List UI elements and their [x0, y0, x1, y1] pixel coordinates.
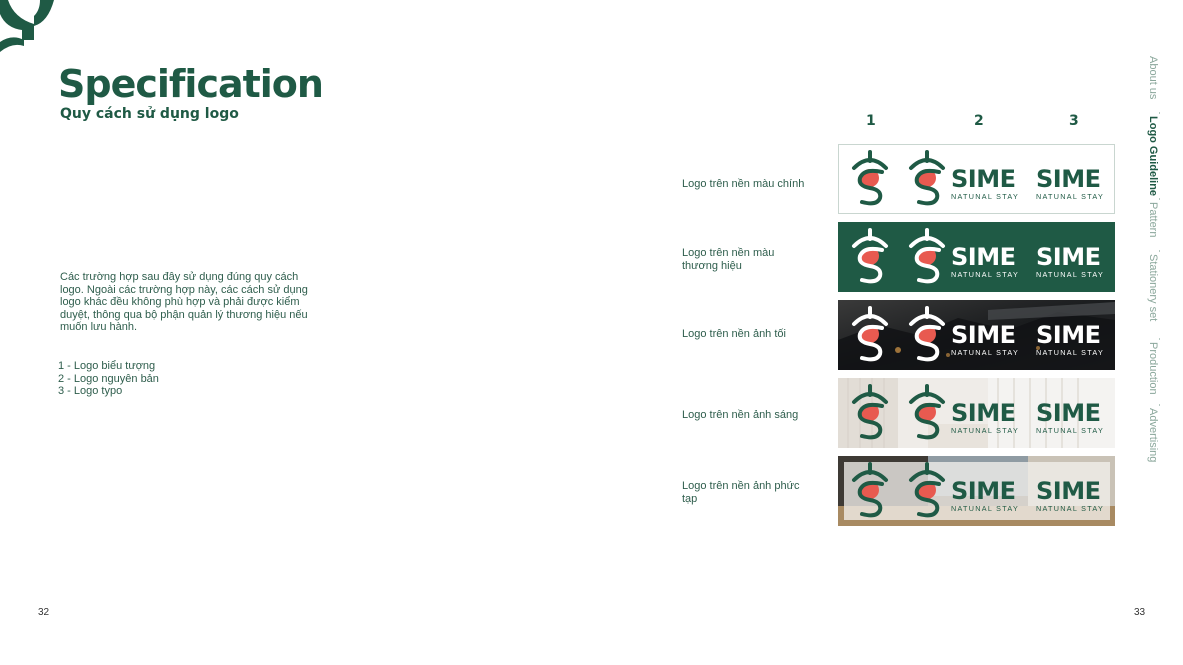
usage-description: Các trường hợp sau đây sử dụng đúng quy cách logo. Ngoài các trường hợp này, các cách sử dụng logo khác đều không phù hợp và phải được kiểm duyệt, thông qua bộ phận quản lý thương hiệu nếu muốn lưu hành.: [60, 271, 308, 334]
logo-symbol-icon: [907, 150, 947, 208]
logo-brand-tagline: NATUNAL STAY: [951, 426, 1020, 435]
nav-divider: [1159, 404, 1160, 406]
logo-wordmark: [1036, 322, 1104, 357]
logo-wordmark: [1036, 478, 1104, 513]
logo-wordmark: [951, 322, 1019, 357]
logo-symbol-icon: [850, 462, 890, 520]
nav-item-stationery-set[interactable]: Stationery set: [1147, 254, 1159, 322]
row-label-primary: Logo trên nền màu chính: [682, 178, 805, 190]
list-item: 1 - Logo biểu tượng: [58, 360, 156, 372]
logo-symbol-icon: [850, 306, 890, 364]
nav-item-production[interactable]: Production: [1147, 342, 1159, 395]
logo-brand-tagline: NATUNAL STAY: [1036, 348, 1105, 357]
logo-brand-name: SIME: [1036, 243, 1101, 271]
logo-type-list: [58, 360, 159, 398]
nav-divider: [1159, 250, 1160, 252]
logo-brand-tagline: NATUNAL STAY: [951, 504, 1020, 513]
list-item: 3 - Logo typo: [58, 385, 123, 398]
row-label-complex-photo: Logo trên nền ảnh phức tạp: [682, 480, 800, 505]
page-subtitle: Quy cách sử dụng logo: [60, 106, 239, 122]
logo-brand-name: SIME: [1036, 321, 1101, 349]
nav-item-advertising[interactable]: Advertising: [1147, 408, 1159, 463]
logo-brand-tagline: NATUNAL STAY: [951, 192, 1020, 201]
column-header-2: 2: [974, 113, 984, 129]
page-title: Specification: [58, 62, 323, 106]
logo-brand-tagline: NATUNAL STAY: [1036, 192, 1105, 201]
logo-symbol-icon: [907, 228, 947, 286]
logo-brand-name: SIME: [951, 321, 1016, 349]
nav-item-pattern[interactable]: Pattern: [1147, 202, 1159, 238]
logo-brand-tagline: NATUNAL STAY: [1036, 504, 1105, 513]
logo-symbol-icon: [850, 228, 890, 286]
nav-divider: [1159, 198, 1160, 200]
brand-corner-mark-icon: [0, 0, 60, 56]
nav-divider: [1159, 112, 1160, 114]
logo-brand-name: SIME: [1036, 399, 1101, 427]
logo-symbol-icon: [850, 384, 890, 442]
column-header-3: 3: [1069, 113, 1079, 129]
logo-brand-tagline: NATUNAL STAY: [951, 348, 1020, 357]
logo-wordmark: [1036, 400, 1104, 435]
logo-symbol-icon: [907, 306, 947, 364]
logo-symbol-icon: [850, 150, 890, 208]
nav-item-logo-guideline[interactable]: Logo Guideline: [1147, 116, 1159, 197]
logo-brand-name: SIME: [951, 477, 1016, 505]
logo-wordmark: [951, 400, 1019, 435]
logo-brand-tagline: NATUNAL STAY: [951, 270, 1020, 279]
logo-brand-name: SIME: [951, 399, 1016, 427]
logo-symbol-icon: [907, 462, 947, 520]
row-label-dark-photo: Logo trên nền ảnh tối: [682, 328, 786, 340]
page-number-left: 32: [38, 607, 50, 618]
logo-wordmark: [1036, 166, 1104, 201]
logo-wordmark: [951, 166, 1019, 201]
nav-divider: [1159, 338, 1160, 340]
logo-wordmark: [951, 244, 1019, 279]
nav-item-about-us[interactable]: About us: [1147, 56, 1159, 100]
logo-wordmark: [1036, 244, 1104, 279]
logo-wordmark: [951, 478, 1019, 513]
section-nav: [1143, 56, 1163, 476]
row-label-brand-color: Logo trên nền màu thương hiệu: [682, 247, 775, 272]
column-header-1: 1: [866, 113, 876, 129]
logo-brand-tagline: NATUNAL STAY: [1036, 426, 1105, 435]
logo-brand-tagline: NATUNAL STAY: [1036, 270, 1105, 279]
row-label-light-photo: Logo trên nền ảnh sáng: [682, 409, 799, 421]
logo-brand-name: SIME: [1036, 477, 1101, 505]
list-item: 2 - Logo nguyên bản: [58, 372, 159, 385]
logo-brand-name: SIME: [1036, 165, 1101, 193]
logo-brand-name: SIME: [951, 165, 1016, 193]
logo-symbol-icon: [907, 384, 947, 442]
page-number-right: 33: [1134, 607, 1146, 618]
logo-brand-name: SIME: [951, 243, 1016, 271]
